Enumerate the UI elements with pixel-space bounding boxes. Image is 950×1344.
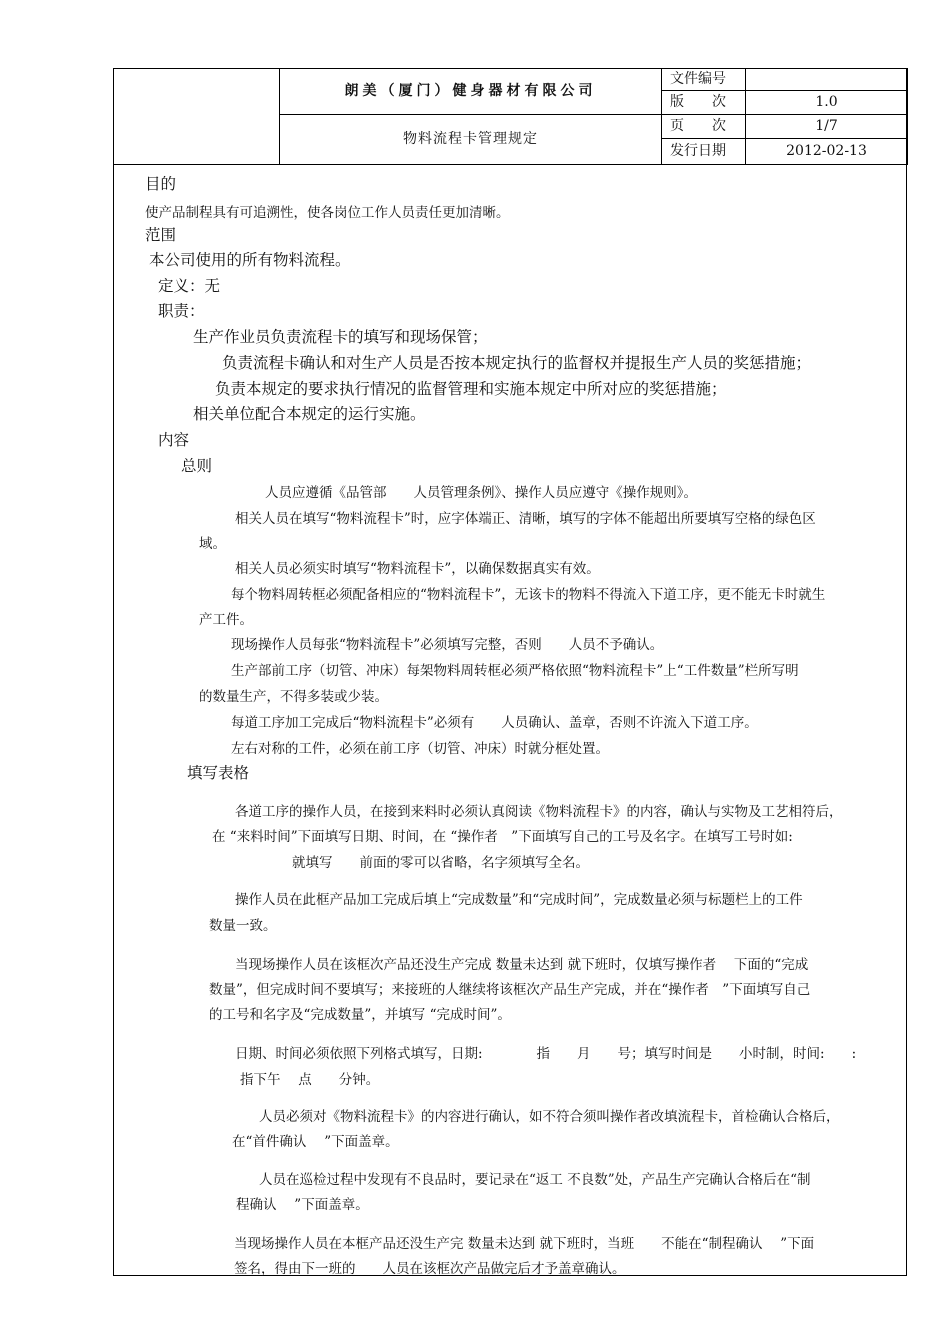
fill-item-5-line1: 人员必须对《物料流程卡》的内容进行确认，如不符合须叫操作者改填流程卡，首检确认合格后， <box>259 1109 840 1125</box>
doc-number-value <box>746 69 908 91</box>
general-item-6-line2: 的数量生产，不得多装或少装。 <box>199 689 388 705</box>
general-item-3: 相关人员必须实时填写“物料流程卡”，以确保数据真实有效。 <box>235 561 600 577</box>
fill-item-6-line2: 程确认 ”下面盖章。 <box>236 1197 369 1213</box>
general-item-6-line1: 生产部前工序（切管、冲床）每架物料周转框必须严格依照“物料流程卡”上“工件数量”栏所写明 <box>231 663 799 679</box>
page-value: 1/7 <box>746 115 908 139</box>
section-scope-heading: 范围 <box>145 226 177 244</box>
logo-cell <box>114 69 280 165</box>
company-name: 朗美（厦门）健身器材有限公司 <box>280 69 662 115</box>
section-purpose-heading: 目的 <box>145 175 177 193</box>
general-item-2-line2: 域。 <box>199 536 226 552</box>
fill-form-heading: 填写表格 <box>187 764 250 782</box>
duty-item-1: 生产作业员负责流程卡的填写和现场保管； <box>193 328 488 346</box>
issue-date-value: 2012-02-13 <box>746 139 908 165</box>
fill-item-4-line1: 日期、时间必须依照下列格式填写，日期: 指 月 号；填写时间是 小时制，时间: : <box>235 1046 857 1062</box>
duty-item-2: 负责流程卡确认和对生产人员是否按本规定执行的监督权并提报生产人员的奖惩措施； <box>222 354 812 372</box>
page-label: 页 次 <box>662 115 746 139</box>
document-header-table <box>113 68 908 165</box>
scope-text: 本公司使用的所有物料流程。 <box>149 251 351 269</box>
fill-item-7-line1: 当现场操作人员在本框产品还没生产完 数量未达到 就下班时，当班 不能在“制程确认 ”下面 <box>234 1236 815 1252</box>
issue-date-label: 发行日期 <box>662 139 746 165</box>
section-duty-heading: 职责： <box>158 302 205 320</box>
definition-text: 定义：无 <box>158 277 221 295</box>
general-item-4-line2: 产工件。 <box>199 612 253 628</box>
fill-item-3-line2: 数量”，但完成时间不要填写；来接班的人继续将该框次产品生产完成，并在“操作者 ”下面填写自己 <box>209 982 811 998</box>
fill-item-6-line1: 人员在巡检过程中发现有不良品时，要记录在“返工 不良数”处，产品生产完确认合格后在“制 <box>259 1172 811 1188</box>
doc-number-label: 文件编号 <box>662 69 746 91</box>
fill-item-1-line2: 在 “来料时间”下面填写日期、时间，在 “操作者 ”下面填写自己的工号及名字。在填写工号时如: <box>212 829 793 845</box>
fill-item-1-line3: 就填写 前面的零可以省略，名字须填写全名。 <box>292 855 589 871</box>
document-title: 物料流程卡管理规定 <box>280 115 662 165</box>
fill-item-4-line2: 指下午 点 分钟。 <box>240 1072 380 1088</box>
fill-item-3-line3: 的工号和名字及“完成数量”，并填写 “完成时间”。 <box>209 1007 511 1023</box>
fill-item-3-line1: 当现场操作人员在该框次产品还没生产完成 数量未达到 就下班时，仅填写操作者 下面的“完成 <box>235 957 809 973</box>
section-content-heading: 内容 <box>158 431 190 449</box>
fill-item-2-line2: 数量一致。 <box>209 918 277 934</box>
general-item-2-line1: 相关人员在填写“物料流程卡”时，应字体端正、清晰，填写的字体不能超出所要填写空格的绿色区 <box>235 511 816 527</box>
general-item-5: 现场操作人员每张“物料流程卡”必须填写完整，否则 人员不予确认。 <box>231 637 664 653</box>
fill-item-2-line1: 操作人员在此框产品加工完成后填上“完成数量”和“完成时间”，完成数量必须与标题栏上的工件 <box>235 892 803 908</box>
duty-item-3: 负责本规定的要求执行情况的监督管理和实施本规定中所对应的奖惩措施； <box>215 380 727 398</box>
general-item-7: 每道工序加工完成后“物料流程卡”必须有 人员确认、盖章，否则不许流入下道工序。 <box>231 715 758 731</box>
fill-item-5-line2: 在“首件确认 ”下面盖章。 <box>232 1134 399 1150</box>
version-value: 1.0 <box>746 91 908 115</box>
duty-item-4: 相关单位配合本规定的运行实施。 <box>193 405 426 423</box>
general-item-4-line1: 每个物料周转框必须配备相应的“物料流程卡”，无该卡的物料不得流入下道工序，更不能无卡时就生 <box>231 587 826 603</box>
general-heading: 总则 <box>181 457 213 475</box>
version-label: 版 次 <box>662 91 746 115</box>
fill-item-1-line1: 各道工序的操作人员，在接到来料时必须认真阅读《物料流程卡》的内容，确认与实物及工艺相符后， <box>235 804 843 820</box>
general-item-1: 人员应遵循《品管部 人员管理条例》、操作人员应遵守《操作规则》。 <box>265 485 697 501</box>
general-item-8: 左右对称的工件，必须在前工序（切管、冲床）时就分框处置。 <box>231 741 609 757</box>
purpose-text: 使产品制程具有可追溯性，使各岗位工作人员责任更加清晰。 <box>145 205 510 221</box>
fill-item-7-line2: 签名，得由下一班的 人员在该框次产品做完后才予盖章确认。 <box>234 1261 626 1277</box>
